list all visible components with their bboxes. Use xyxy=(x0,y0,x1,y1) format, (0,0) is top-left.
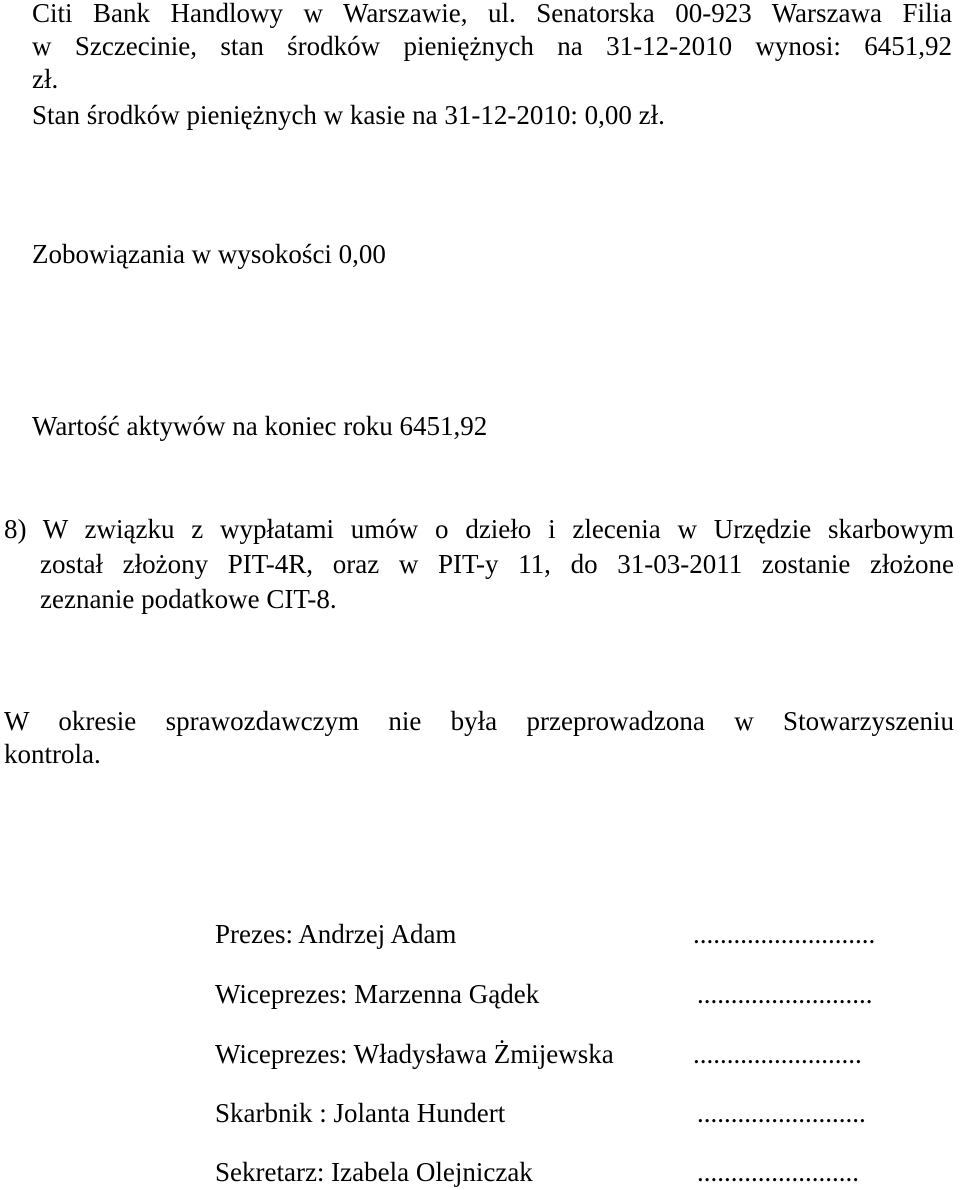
signature-dots: ......................... xyxy=(693,1039,862,1069)
signature-dots: ......................... xyxy=(697,1098,866,1128)
section-8-text-1: 8) W związku z wypłatami umów o dzieło i zlecenia w Urzędzie skarbowym xyxy=(4,514,954,544)
section-8-line-2 xyxy=(40,548,954,580)
signature-dots: ........................... xyxy=(693,919,876,949)
signature-name: Sekretarz: Izabela Olejniczak xyxy=(215,1157,533,1187)
liabilities-text: Zobowiązania w wysokości 0,00 xyxy=(32,239,386,269)
bank-balance-line-2 xyxy=(32,30,952,62)
section-8-line-3 xyxy=(40,583,337,615)
signature-name: Skarbnik : Jolanta Hundert xyxy=(215,1098,506,1128)
audit-line-2 xyxy=(4,738,101,770)
bank-balance-paragraph xyxy=(32,0,952,29)
audit-line-1 xyxy=(4,705,954,737)
signature-name: Prezes: Andrzej Adam xyxy=(215,919,457,949)
signature-row-treasurer xyxy=(215,1097,955,1129)
cash-balance-text: Stan środków pieniężnych w kasie na 31-12-2010: 0,00 zł. xyxy=(32,100,665,130)
signature-name: Wiceprezes: Władysława Żmijewska xyxy=(215,1039,614,1069)
signature-row-president xyxy=(215,918,955,950)
section-8-text-3: zeznanie podatkowe CIT-8. xyxy=(40,584,337,614)
audit-text-1: W okresie sprawozdawczym nie była przeprowadzona w Stowarzyszeniu xyxy=(4,706,954,736)
cash-balance-line xyxy=(32,99,665,131)
bank-balance-line-3 xyxy=(32,63,58,95)
assets-line xyxy=(32,410,487,442)
bank-line-3: zł. xyxy=(32,64,59,94)
bank-line-2: w Szczecinie, stan środków pieniężnych na 31-12-2010 wynosi: 6451,92 xyxy=(32,31,952,61)
section-8-text-2: został złożony PIT-4R, oraz w PIT-y 11, do 31-03-2011 zostanie złożone xyxy=(40,549,954,579)
bank-line-1: Citi Bank Handlowy w Warszawie, ul. Senatorska 00-923 Warszawa Filia xyxy=(32,0,952,28)
signature-name: Wiceprezes: Marzenna Gądek xyxy=(215,979,540,1009)
audit-text-2: kontrola. xyxy=(4,739,101,769)
section-8-line-1 xyxy=(4,513,954,545)
liabilities-line xyxy=(32,238,386,270)
signature-dots: .......................... xyxy=(697,979,873,1009)
assets-text: Wartość aktywów na koniec roku 6451,92 xyxy=(32,411,488,441)
signature-row-vice-president-2 xyxy=(215,1038,955,1070)
signature-row-secretary xyxy=(215,1156,955,1188)
signature-dots: ........................ xyxy=(697,1157,859,1187)
signature-row-vice-president-1 xyxy=(215,978,955,1010)
